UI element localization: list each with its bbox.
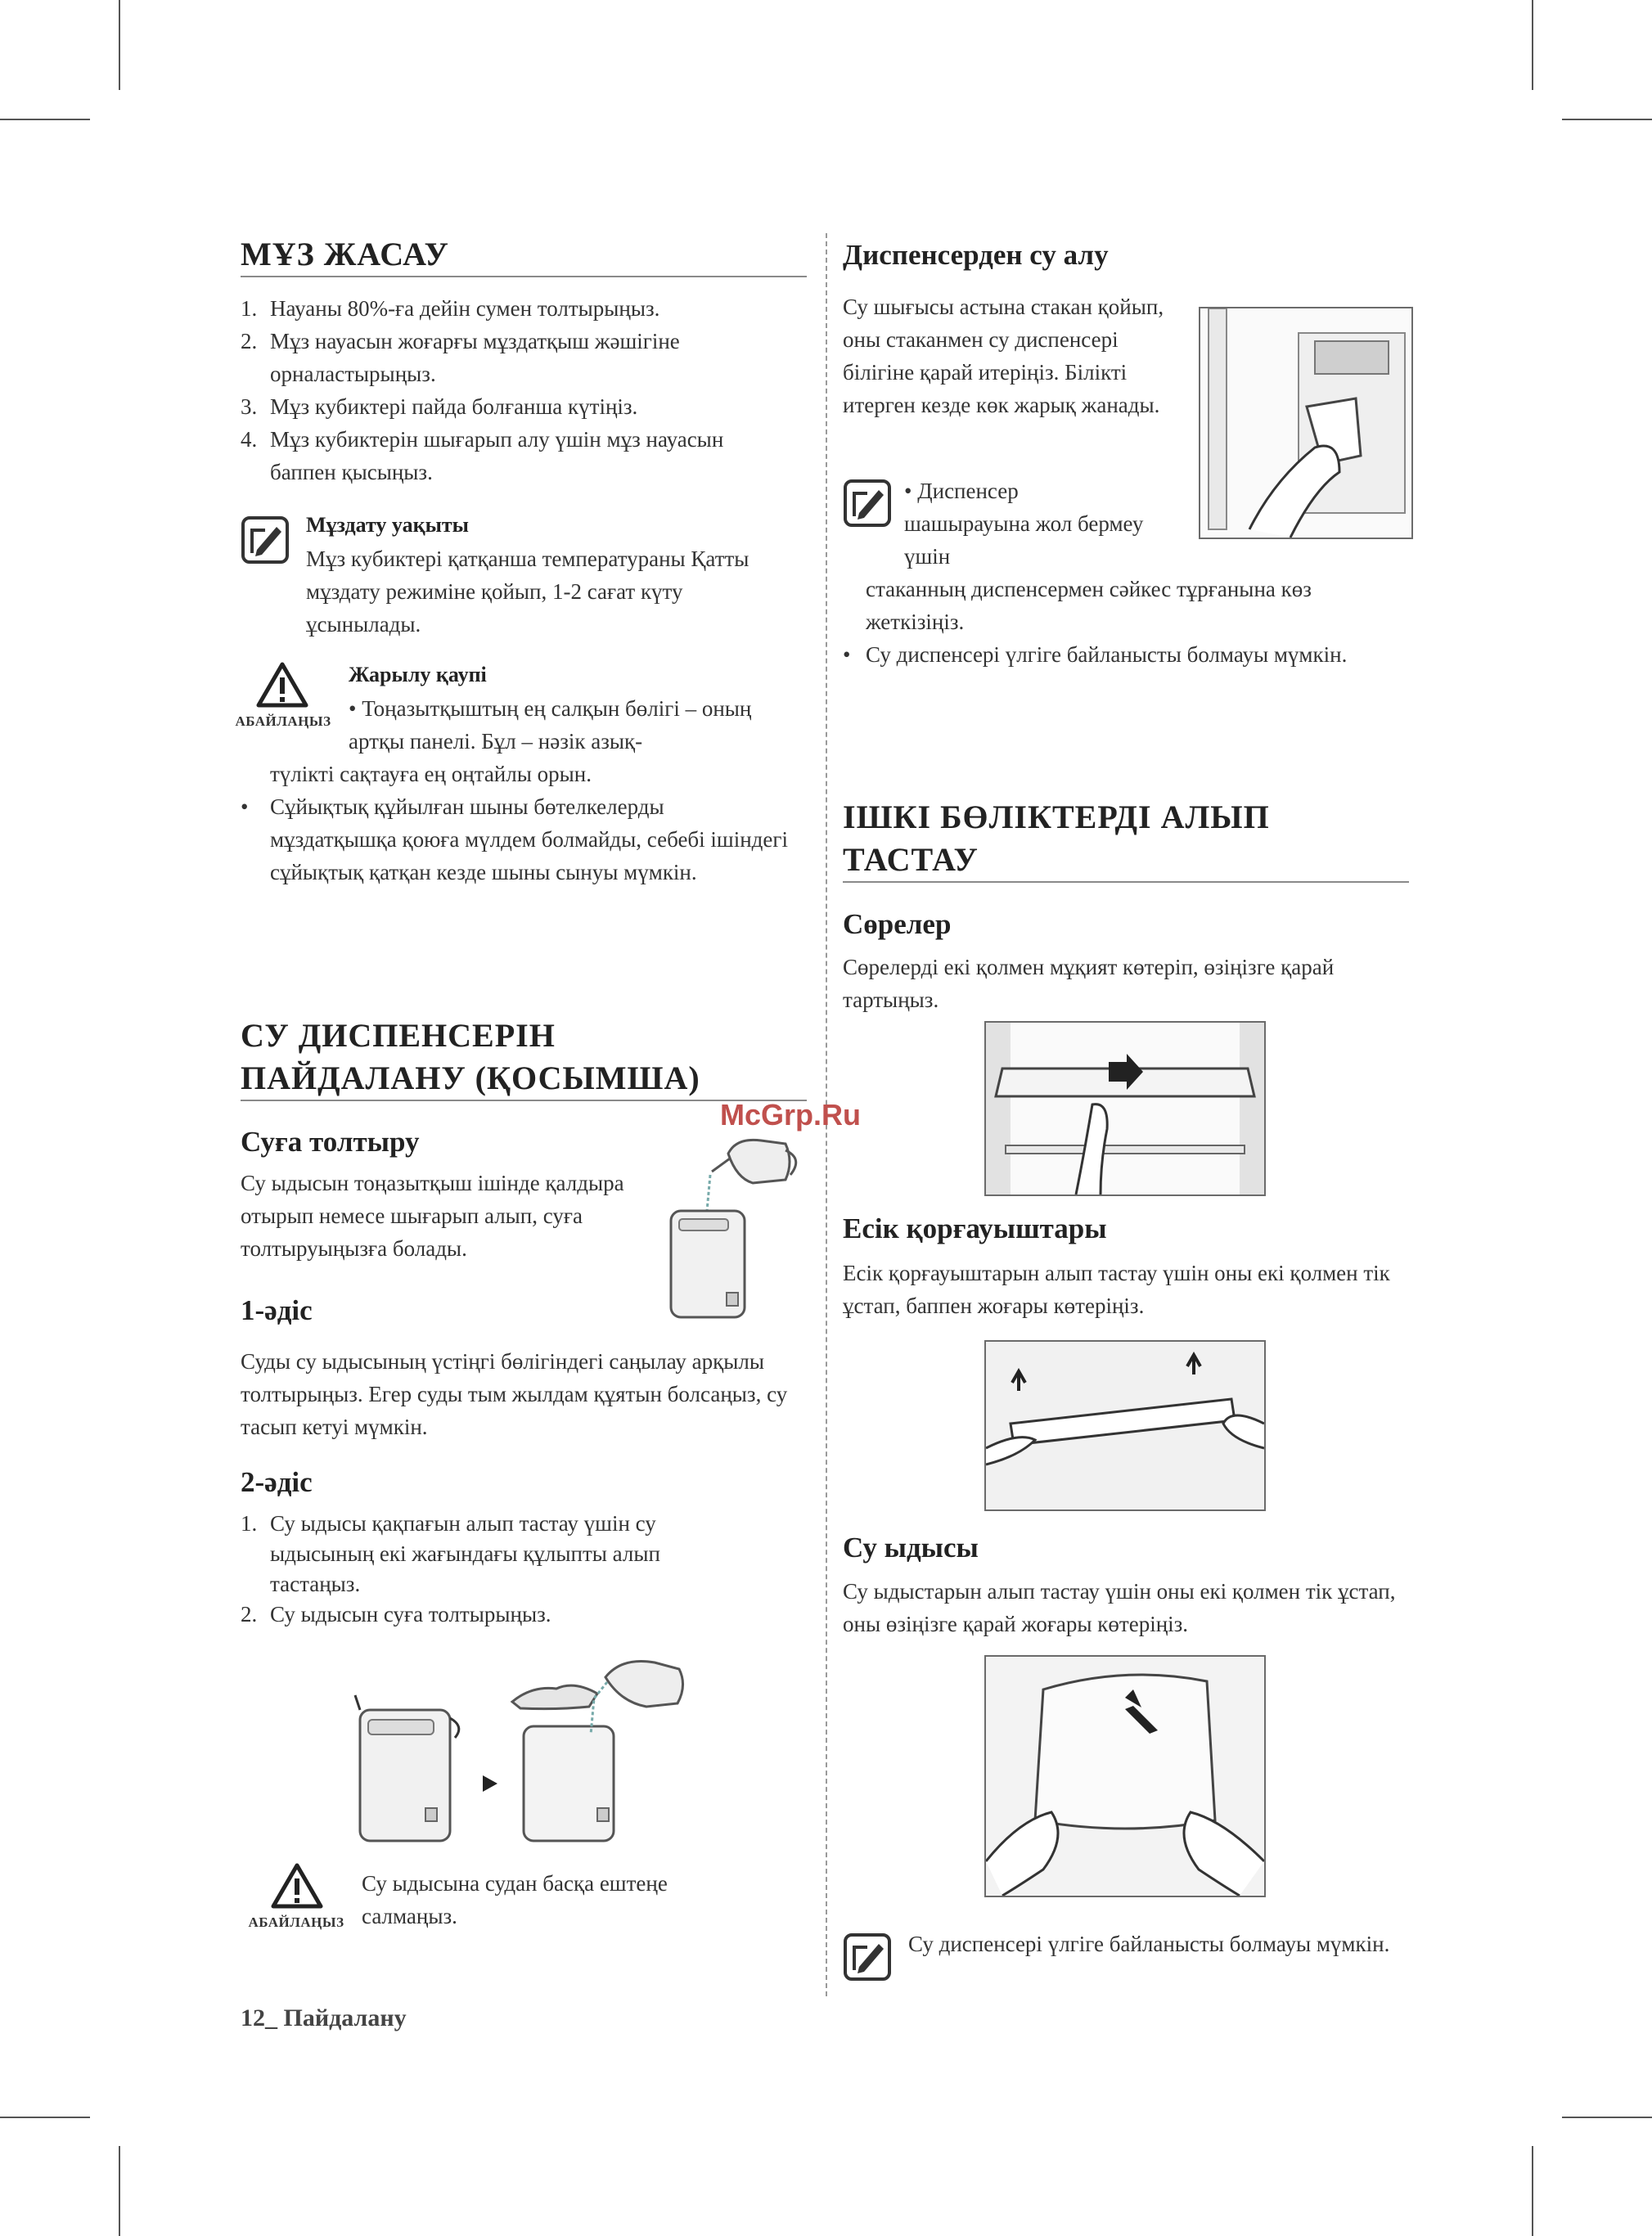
remove-title: ТАСТАУ — [843, 841, 979, 878]
crop-mark — [1562, 119, 1652, 120]
pitcher-illustration — [663, 1129, 806, 1325]
shelves-title: Сөрелер — [843, 908, 952, 940]
list-item: 4. Мұз кубиктерін шығарып алу үшін мұз науасын баппен қысыңыз. — [241, 427, 724, 484]
warning-title: Жарылу қаупі — [349, 663, 487, 686]
method1-text: Суды су ыдысының үстіңгі бөлігіндегі саңылау арқылы толтырыңыз. Егер суды тым жылдам құятын болсаңыз, су тасып кетуі мүмкін. — [241, 1349, 788, 1439]
crop-mark — [1532, 0, 1533, 90]
guards-title: Есік қорғауыштары — [843, 1212, 1107, 1244]
guards-illustration — [984, 1340, 1266, 1511]
note-icon — [843, 1932, 892, 1982]
crop-mark — [1532, 2146, 1533, 2236]
list-item: 2. Су ыдысын суға толтырыңыз. — [241, 1602, 551, 1626]
ice-steps — [241, 292, 781, 488]
crop-mark — [1562, 2117, 1652, 2118]
watermark: McGrp.Ru — [720, 1098, 862, 1131]
list-item: 2. Мұз науасын жоғарғы мұздатқыш жәшігіне орналастырыңыз. — [241, 329, 680, 386]
remove-title-rule — [843, 881, 1409, 883]
note-icon — [843, 479, 892, 528]
tank-note: Су диспенсері үлгіге байланысты болмауы мүмкін. — [908, 1932, 1390, 1956]
warning-icon — [255, 661, 309, 709]
ice-title: МҰЗ ЖАСАУ — [241, 236, 449, 272]
method2-illustration — [352, 1653, 704, 1849]
note-text: Мұз кубиктері қатқанша температураны Қатты мұздату режиміне қойып, 1-2 сағат күту ұсынылады. — [306, 547, 749, 637]
tank-title: Су ыдысы — [843, 1532, 979, 1563]
crop-mark — [119, 2146, 120, 2236]
tank-text: Су ыдыстарын алып тастау үшін оны екі қолмен тік ұстап, оны өзіңізге қарай жоғары көтеріңіз. — [843, 1579, 1396, 1636]
method2-title: 2-әдіс — [241, 1466, 313, 1498]
warning-text: Су ыдысына судан басқа ештеңе салмаңыз. — [362, 1871, 668, 1928]
remove-title: ІШКІ БӨЛІКТЕРДІ АЛЫП — [843, 799, 1270, 835]
guards-text: Есік қорғауыштарын алып тастау үшін оны екі қолмен тік ұстап, баппен жоғары көтеріңіз. — [843, 1261, 1390, 1318]
dispense-title: Диспенсерден су алу — [843, 239, 1109, 271]
page-number: 12_ — [241, 2004, 277, 2031]
list-item: 1. Науаны 80%-ға дейін сумен толтырыңыз. — [241, 296, 660, 321]
list-item: 1. Су ыдысы қақпағын алып тастау үшін су ыдысының екі жағындағы құлыпты алып тастаңыз. — [241, 1511, 660, 1596]
bullet-mark: • — [241, 794, 249, 819]
bullet-mark: • — [843, 642, 851, 667]
warning-icon — [270, 1862, 324, 1910]
warning-bullet-cont: түлікті сақтауға ең оңтайлы орын. — [270, 762, 592, 786]
dispense-note-cont: стаканның диспенсермен сәйкес тұрғанына көз жеткізіңіз. — [866, 577, 1312, 634]
shelves-text: Сөрелерді екі қолмен мұқият көтеріп, өзіңізге қарай тартыңыз. — [843, 955, 1335, 1012]
method1-title: 1-әдіс — [241, 1294, 313, 1326]
fill-text: Су ыдысын тоңазытқыш ішінде қалдыра отырып немесе шығарып алып, суға толтыруыңызға болады. — [241, 1171, 624, 1261]
method2-steps — [241, 1509, 748, 1630]
warning-label: АБАЙЛАҢЫЗ — [248, 1914, 344, 1930]
note-icon — [241, 515, 290, 565]
dispenser-title: СУ ДИСПЕНСЕРІН — [241, 1017, 556, 1054]
note-title: Мұздату уақыты — [306, 513, 469, 537]
tank-illustration — [984, 1655, 1266, 1897]
warning-bullet: Сұйықтық құйылған шыны бөтелкелерды мұздатқышқа қоюға мүлдем болмайды, себебі ішіндегі сұйықтық қатқан кезде шыны сынуы мүмкін. — [270, 794, 788, 884]
crop-mark — [0, 119, 90, 120]
shelves-illustration — [984, 1021, 1266, 1196]
fill-title: Суға толтыру — [241, 1126, 420, 1158]
dispenser-title: ПАЙДАЛАНУ (ҚОСЫМША) — [241, 1060, 700, 1096]
crop-mark — [0, 2117, 90, 2118]
warning-bullet: • Тоңазытқыштың ең салқын бөлігі – оның артқы панелі. Бұл – нәзік азық- — [349, 696, 752, 754]
list-item: 3. Мұз кубиктері пайда болғанша күтіңіз. — [241, 394, 638, 419]
dispense-text: Су шығысы астына стакан қойып, оны стаканмен су диспенсері білігіне қарай итеріңіз. Білікті итерген кезде көк жарық жанады. — [843, 295, 1164, 417]
dispense-note: • Диспенсер шашырауына жол бермеу үшін — [904, 479, 1144, 569]
warning-label: АБАЙЛАҢЫЗ — [235, 713, 331, 729]
ice-title-rule — [241, 276, 807, 277]
crop-mark — [119, 0, 120, 90]
section-name: Пайдалану — [283, 2004, 407, 2031]
dispense-bullet: Су диспенсері үлгіге байланысты болмауы мүмкін. — [866, 642, 1348, 667]
dispenser-illustration — [1199, 307, 1413, 539]
page-footer — [241, 2004, 407, 2032]
